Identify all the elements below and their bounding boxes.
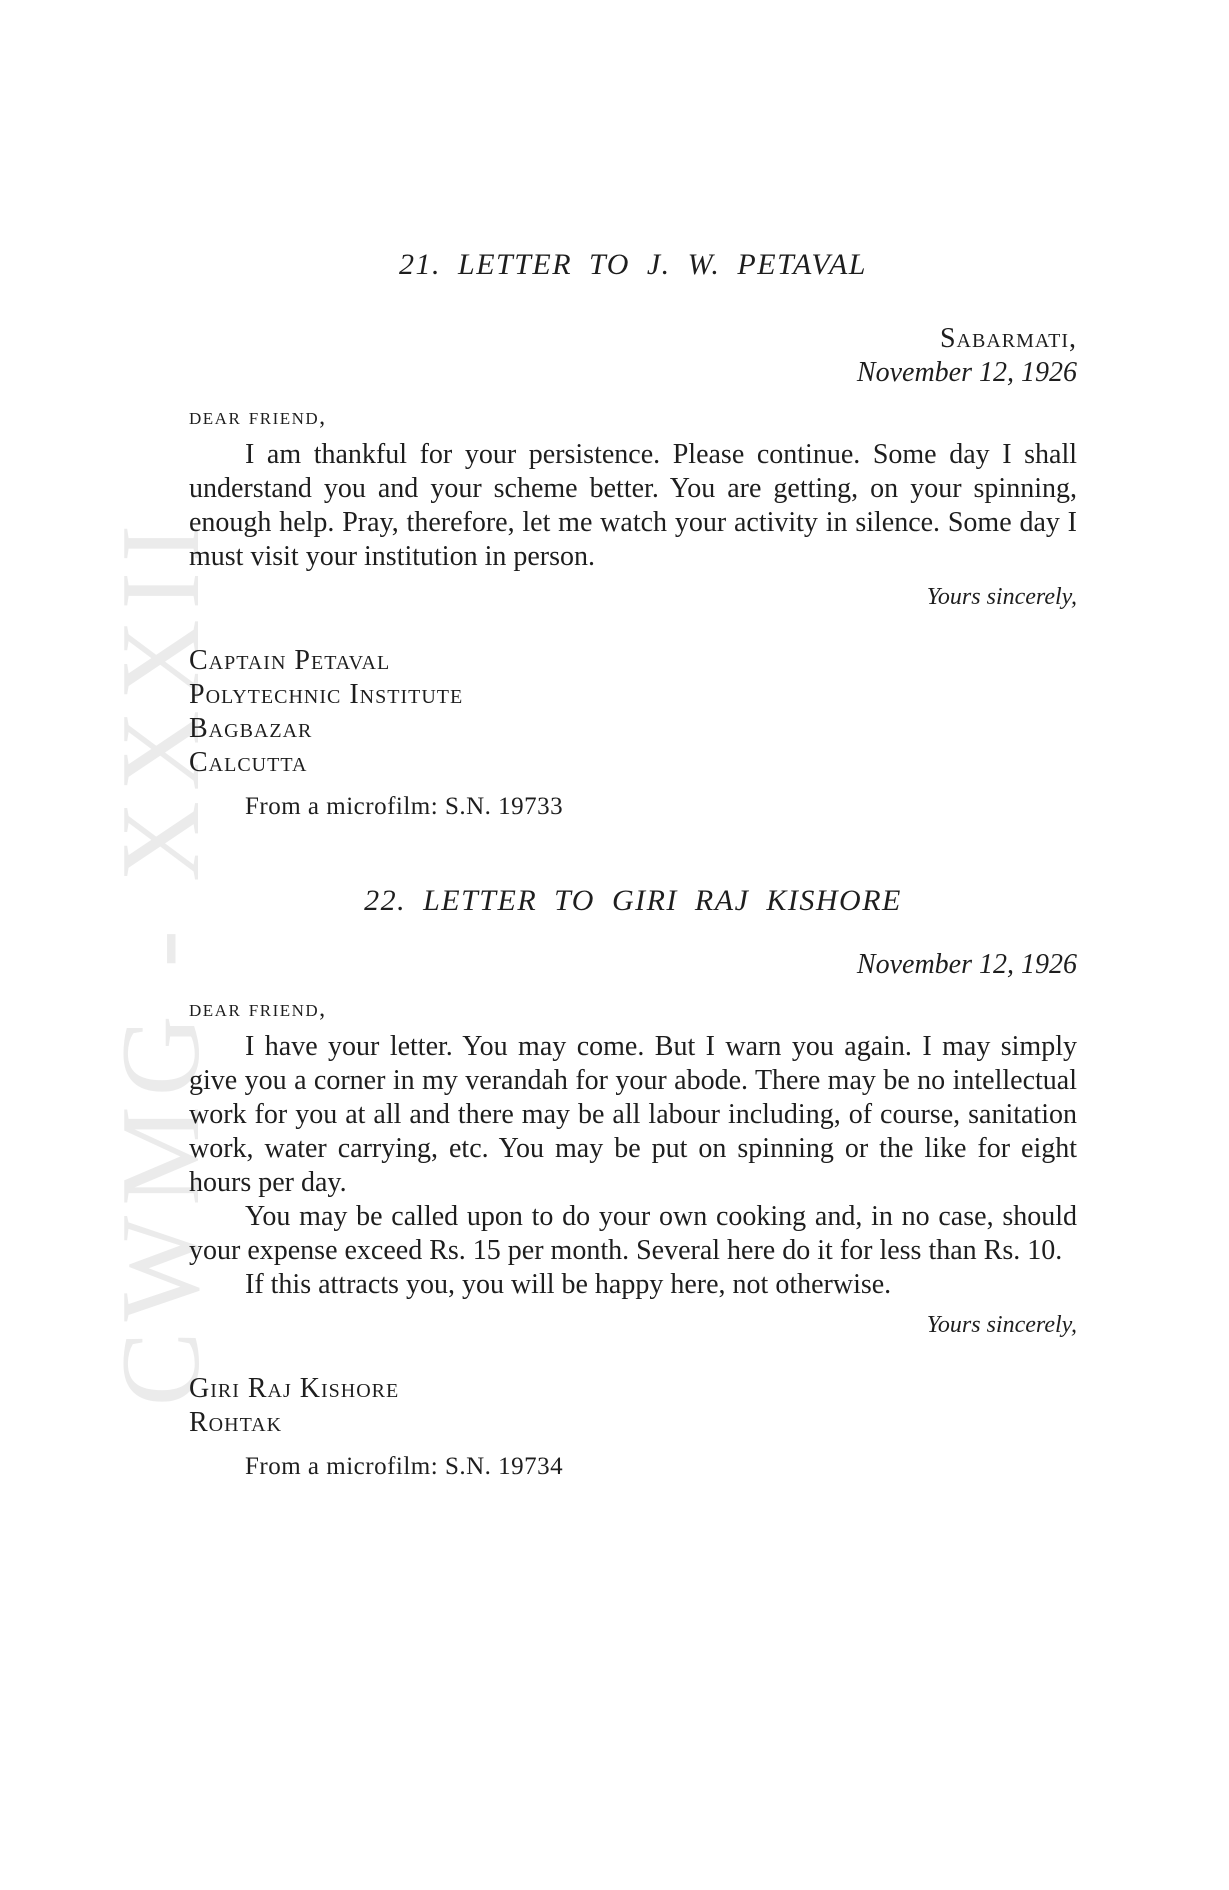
watermark-text: CWMG - XXXII [99, 514, 224, 1406]
address-line: Rohtak [189, 1407, 283, 1438]
letter-paragraph: You may be called upon to do your own cooking and, in no case, should your expense exceed Rs. 15 per month. Several here do it for less than Rs. 10. [189, 1201, 1077, 1266]
address-line: Giri Raj Kishore [189, 1373, 400, 1404]
letter-title: 21. LETTER TO J. W. PETAVAL [399, 248, 867, 281]
source-note: From a microfilm: S.N. 19733 [245, 793, 564, 820]
letter-date: November 12, 1926 [856, 949, 1077, 980]
recipient-address [189, 644, 1077, 780]
salutation: dear friend, [189, 404, 327, 430]
source-note: From a microfilm: S.N. 19734 [245, 1453, 564, 1480]
closing: Yours sincerely, [926, 1312, 1077, 1338]
letter-21 [189, 248, 1077, 824]
letter-paragraph: I am thankful for your persistence. Please continue. Some day I shall understand you and your scheme better. You are getting, on your spinning, enough help. Pray, therefore, let me watch your activity in silence. Some day I must visit your institution in person. [189, 439, 1077, 572]
letter-22 [189, 884, 1077, 1484]
letter-paragraph: If this attracts you, you will be happy here, not otherwise. [245, 1269, 892, 1300]
letter-paragraph: I have your letter. You may come. But I warn you again. I may simply give you a corner in my verandah for your abode. There may be no intellectual work for you at all and there may be all labour including, of course, sanitation work, water carrying, etc. You may be put on spinning or the like for eight hours per day. [189, 1031, 1077, 1198]
address-line: Calcutta [189, 747, 308, 778]
closing: Yours sincerely, [926, 584, 1077, 610]
address-line: Captain Petaval [189, 645, 391, 676]
letter-title: 22. LETTER TO GIRI RAJ KISHORE [364, 884, 902, 917]
letter-date: November 12, 1926 [856, 357, 1077, 388]
salutation: dear friend, [189, 996, 327, 1022]
address-line: Bagbazar [189, 713, 313, 744]
address-line: Polytechnic Institute [189, 679, 464, 710]
recipient-address [189, 1372, 1077, 1440]
letter-place: Sabarmati, [939, 323, 1077, 354]
document-page [189, 248, 1077, 1484]
